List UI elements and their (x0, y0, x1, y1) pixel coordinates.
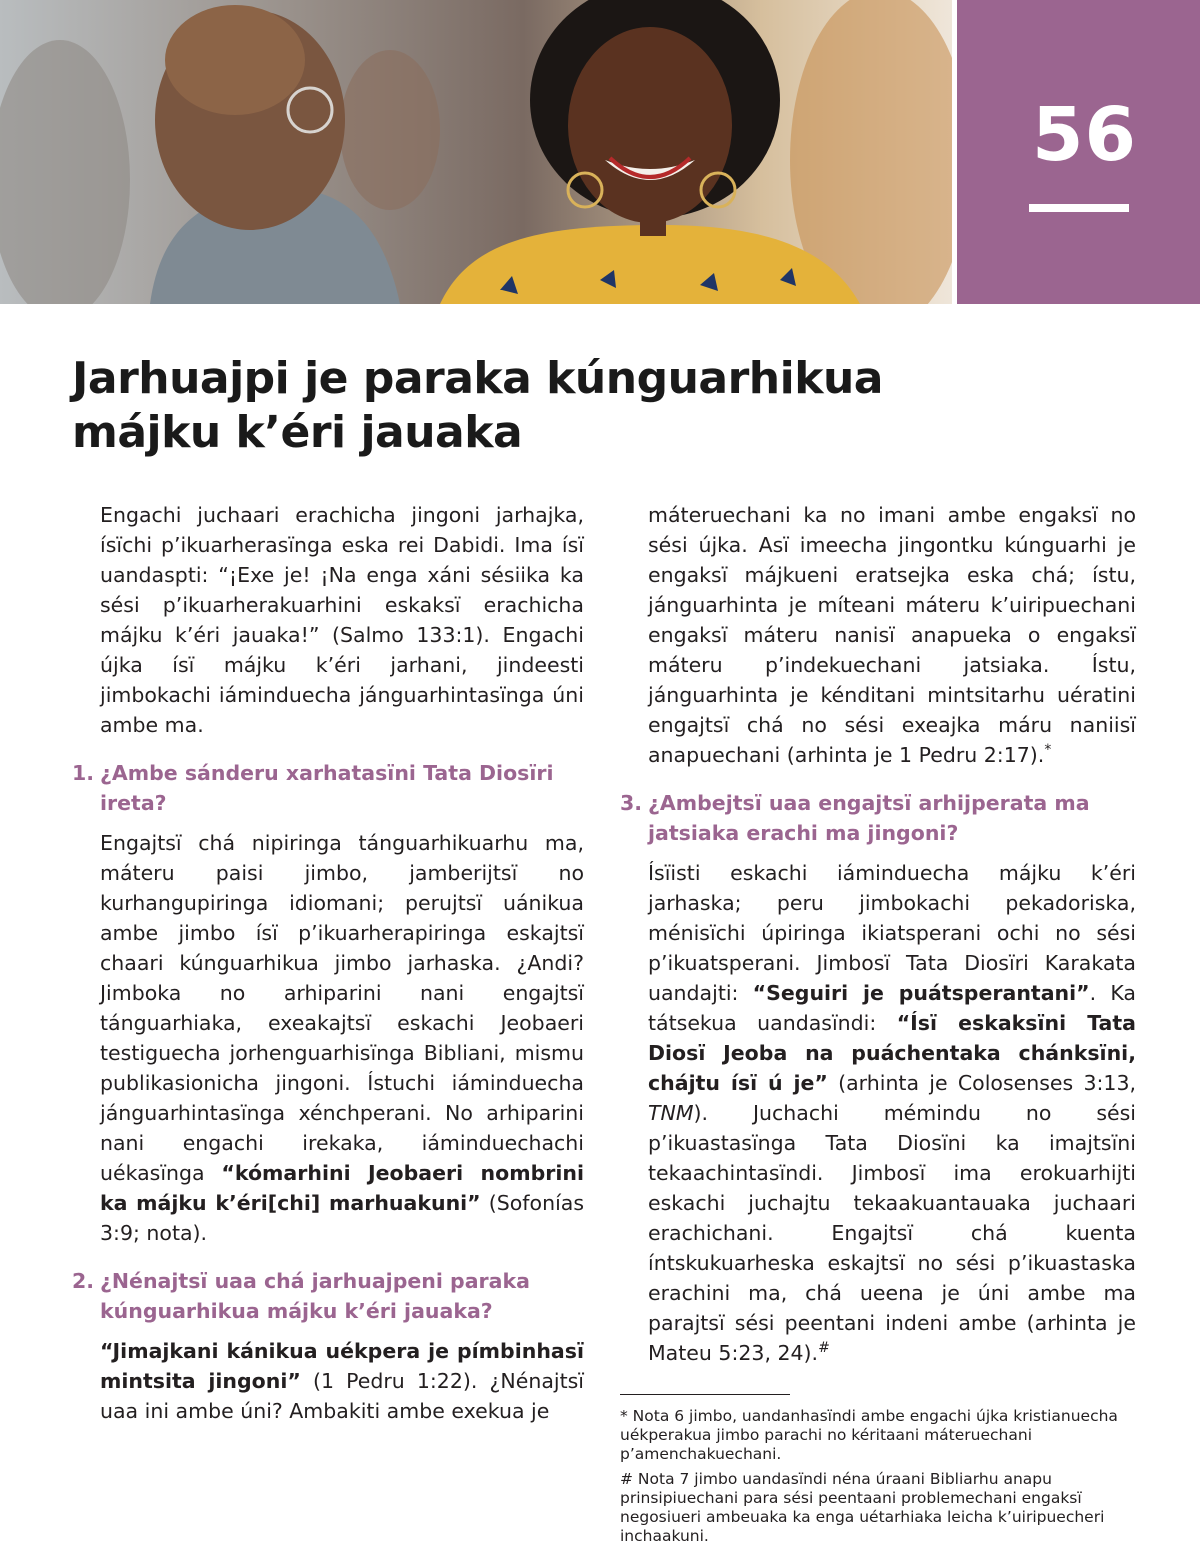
answer-3-text-b: . Ka tátsekua uandasïndi: (648, 981, 1136, 1035)
answer-1-paragraph (72, 828, 584, 1248)
answer-3-text-c: (arhinta je Colosenses 3:13, (827, 1071, 1136, 1095)
answer-3-text-d: ). Juchachi mémindu no sési p’ikuastasïnga Tata Diosïni ka imajtsïni tekaachintasïndi. Jimbosï ima erokuarhijti eskachi juchajtu tekaakuantauaka juchaari erachichani. Engajtsï chá kuenta íntskukuarheska eskajtsï no sési p’ikuastaska erachini ma, chá ueena je úni ambe ma parajtsï sési peentani indeni ambe (arhinta je Mateu 5:23, 24). (648, 1101, 1136, 1365)
answer-1-quote: “kómarhini Jeobaeri nombrini ka májku k’éri[chi] marhuakuni” (100, 1161, 585, 1215)
question-1-text: ¿Ambe sánderu xarhatasïni Tata Diosïri ireta? (100, 761, 554, 815)
footnote-1 (620, 1407, 1136, 1464)
question-2 (72, 1266, 584, 1326)
answer-2-continued (620, 500, 1136, 770)
footnote-1-mark: * (620, 1407, 628, 1425)
header-photo (0, 0, 952, 304)
answer-3-paragraph (620, 858, 1136, 1368)
intro-paragraph: Engachi juchaari erachicha jingoni jarhajka, ísïchi p’ikuarherasïnga eska rei Dabidi. Ima ísï uandaspti: “¡Exe je! ¡Na enga xáni sésiika ka sési p’ikuarherakuarhini eskaksï erachicha májku k’éri jauaka!” (Salmo 133:1). Engachi újka ísï májku k’éri jarhani, jindeesti jimbokachi iáminduecha jánguarhintasïnga úni ambe ma. (100, 503, 584, 737)
footnote-ref-hash[interactable]: # (818, 1340, 830, 1357)
question-3 (620, 788, 1136, 848)
answer-3-bible-abbrev: TNM (648, 1101, 694, 1125)
answer-1-text-a: Engajtsï chá nipiringa tánguarhikuarhu ma, máteru paisi jimbo, jamberijtsï no kurhangupiringa idiomani; perujtsï uánikua ambe jimbo ísï p’ikuarherapiringa eskajtsï chaari kúnguarhikua jimbo jarhaska. ¿Andi? Jimboka no arhiparini nani engajtsï tánguarhiaka, exeakajtsï eskachi Jeobaeri testiguecha jorhenguarhisïnga Bibliani, mismu publikasionicha jingoni. Ístuchi iáminduecha jánguarhintasïnga xénchperani. No arhiparini nani engachi irekaka, iáminduechachi uékasïnga (100, 831, 584, 1185)
lesson-number: 56 (1032, 92, 1137, 178)
footnote-divider (620, 1394, 790, 1395)
answer-2-paragraph (72, 1336, 584, 1426)
lesson-number-underline (1029, 204, 1129, 212)
footnote-ref-star[interactable]: * (1044, 742, 1052, 759)
question-2-text: ¿Nénajtsï uaa chá jarhuajpeni paraka kúnguarhikua májku k’éri jauaka? (100, 1269, 530, 1323)
question-3-number: 3. (620, 791, 643, 815)
answer-1-text-b: (Sofonías 3:9; nota). (100, 1191, 585, 1245)
footnote-2 (620, 1470, 1136, 1546)
answer-3-quote-1: “Seguiri je puátsperantani” (752, 981, 1090, 1005)
question-1-number: 1. (72, 761, 95, 785)
footnote-1-text: Nota 6 jimbo, uandanhasïndi ambe engachi újka kristianuecha uékperakua jimbo parachi no kéritaani máteruechani p’amenchakuechani. (620, 1407, 1118, 1463)
lesson-number-badge (957, 0, 1200, 304)
answer-3-quote-2: “Ísï eskaksïni Tata Diosï Jeoba na puáchentaka chánksïni, chájtu ísï ú je” (648, 1011, 1136, 1095)
footnote-2-text: Nota 7 jimbo uandasïndi néna úraani Bibliarhu anapu prinsipiuechani para sési peentaani problemechani engaksï negosiueri ambeuaka ka enga uétarhiaka leicha k’uiripuecheri inchaakuni. (620, 1470, 1105, 1545)
left-column (72, 500, 584, 1426)
photo-illustration (0, 0, 952, 304)
question-3-text: ¿Ambejtsï uaa engajtsï arhijperata ma jatsiaka erachi ma jingoni? (648, 791, 1090, 845)
question-2-number: 2. (72, 1269, 95, 1293)
footnote-2-mark: # (620, 1470, 633, 1488)
answer-3-text-a: Ísïisti eskachi iáminduecha májku k’éri jarhaska; peru jimbokachi pekadoriska, ménisïchi úpiringa ikiatsperani ochi no sési p’ikuatsperani. Jimbosï Tata Diosïri Karakata uandajti: (648, 861, 1136, 1005)
question-1 (72, 758, 584, 818)
answer-2-quote: “Jimajkani kánikua uékpera je pímbinhasï mintsita jingoni” (100, 1339, 584, 1393)
right-column (620, 500, 1136, 1552)
page-title: Jarhuajpi je paraka kúnguarhikua májku k’éri jauaka (72, 353, 883, 458)
answer-2-continued-text: máteruechani ka no imani ambe engaksï no sési újka. Asï imeecha jingontku kúnguarhi je engaksï májkueni eratsejka eska chá; ístu, jánguarhinta je míteani máteru k’uiripuechani engaksï máteru nanisï anapueka o engaksï máteru p’indekuechani jatsiaka. Ístu, jánguarhinta je kénditani mintsitarhu uératini engajtsï chá no sési exeajka máru naniisï anapuechani (arhinta je 1 Pedru 2:17). (648, 503, 1136, 767)
answer-2-text: (1 Pedru 1:22). ¿Nénajtsï uaa ini ambe úni? Ambakiti ambe exekua je (100, 1369, 584, 1423)
